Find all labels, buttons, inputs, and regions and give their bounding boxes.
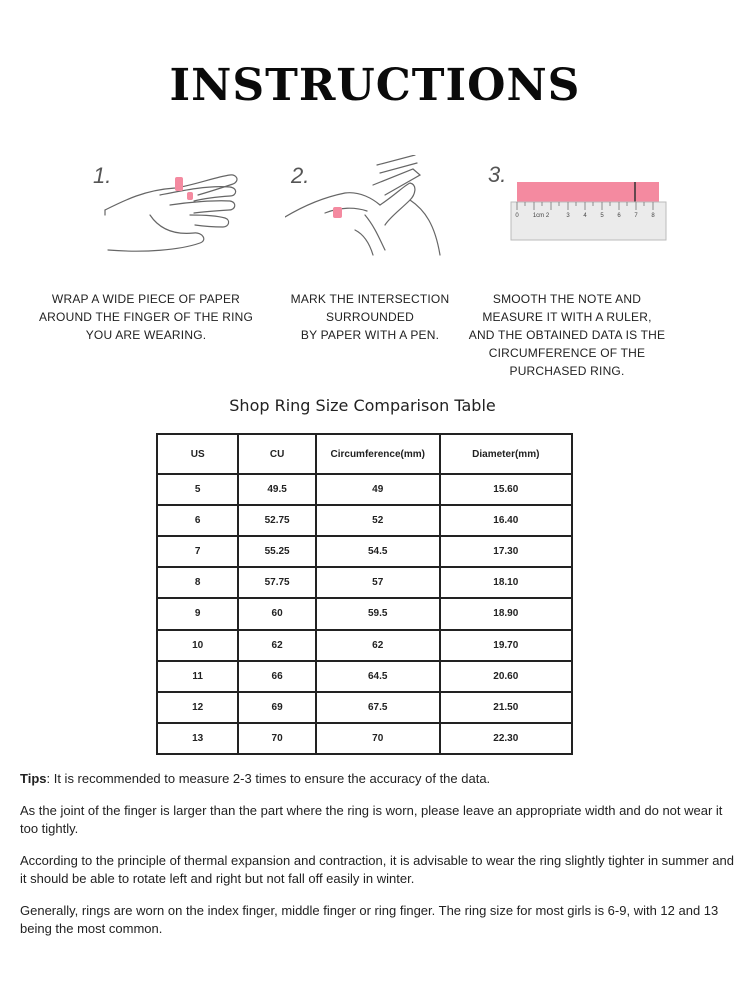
tips-section <box>20 770 735 952</box>
cell-diameter: 20.60 <box>440 661 572 692</box>
step-2-number: 2. <box>291 163 310 188</box>
cell-diameter: 21.50 <box>440 692 572 723</box>
cell-cu: 69 <box>238 692 316 723</box>
cell-diameter: 19.70 <box>440 630 572 661</box>
tip-paragraph-1: As the joint of the finger is larger than the part where the ring is worn, please leave an appropriate width and do not wear it too tightly. <box>20 803 723 836</box>
ruler-label-1: 1cm 2 <box>532 213 550 219</box>
step-2-caption <box>255 290 485 344</box>
ruler-label-6: 7 <box>634 213 638 219</box>
step-1-number: 1. <box>93 163 112 188</box>
cell-circumference: 57 <box>316 567 440 598</box>
table-row <box>157 474 572 505</box>
cell-us: 8 <box>157 567 238 598</box>
cell-cu: 62 <box>238 630 316 661</box>
step-3-caption <box>452 290 682 380</box>
header-diameter: Diameter(mm) <box>440 434 572 474</box>
cell-cu: 52.75 <box>238 505 316 536</box>
cell-diameter: 17.30 <box>440 536 572 567</box>
ruler-label-3: 4 <box>583 213 587 219</box>
header-circumference: Circumference(mm) <box>316 434 440 474</box>
cell-cu: 70 <box>238 723 316 754</box>
step-3-line-3: AND THE OBTAINED DATA IS THE <box>468 328 666 342</box>
hand-wrap-paper-icon <box>90 155 250 265</box>
tip-first-text: : It is recommended to measure 2-3 times to ensure the accuracy of the data. <box>46 771 491 786</box>
tip-paragraph-2: According to the principle of thermal expansion and contraction, it is advisable to wear the ring slightly tighter in summer and it should be able to rotate left and right but not fall off easily in winter. <box>20 853 734 886</box>
ruler-label-0: 0 <box>515 213 519 219</box>
table-body <box>157 474 572 754</box>
cell-circumference: 54.5 <box>316 536 440 567</box>
cell-us: 6 <box>157 505 238 536</box>
step-1-caption <box>31 290 261 344</box>
cell-circumference: 67.5 <box>316 692 440 723</box>
cell-us: 5 <box>157 474 238 505</box>
page-title: INSTRUCTIONS <box>169 60 581 111</box>
cell-circumference: 52 <box>316 505 440 536</box>
cell-us: 7 <box>157 536 238 567</box>
cell-us: 10 <box>157 630 238 661</box>
step-1-line-1: WRAP A WIDE PIECE OF PAPER <box>51 292 241 306</box>
cell-circumference: 64.5 <box>316 661 440 692</box>
step-1-line-2: AROUND THE FINGER OF THE RING <box>38 310 254 324</box>
step-3-line-4: CIRCUMFERENCE OF THE <box>488 346 646 360</box>
ruler-label-7: 8 <box>651 213 655 219</box>
cell-diameter: 15.60 <box>440 474 572 505</box>
cell-cu: 49.5 <box>238 474 316 505</box>
ruler-label-4: 5 <box>600 213 604 219</box>
cell-circumference: 49 <box>316 474 440 505</box>
cell-circumference: 62 <box>316 630 440 661</box>
cell-diameter: 18.10 <box>440 567 572 598</box>
cell-cu: 55.25 <box>238 536 316 567</box>
step-3-line-5: PURCHASED RING. <box>509 364 625 378</box>
step-2-line-2: SURROUNDED <box>325 310 414 324</box>
step-3 <box>485 160 670 250</box>
step-2 <box>285 155 460 265</box>
table-row <box>157 723 572 754</box>
step-3-line-2: MEASURE IT WITH A RULER, <box>482 310 652 324</box>
table-row <box>157 536 572 567</box>
step-2-line-3: BY PAPER WITH A PEN. <box>300 328 440 342</box>
ruler-label-5: 6 <box>617 213 621 219</box>
cell-us: 12 <box>157 692 238 723</box>
cell-cu: 60 <box>238 598 316 629</box>
step-1-line-3: YOU ARE WEARING. <box>85 328 207 342</box>
header-cu: CU <box>238 434 316 474</box>
ruler-label-2: 3 <box>566 213 570 219</box>
step-1 <box>90 155 250 265</box>
table-row <box>157 505 572 536</box>
cell-diameter: 16.40 <box>440 505 572 536</box>
hand-mark-pen-icon <box>285 155 460 265</box>
step-2-line-1: MARK THE INTERSECTION <box>290 292 450 306</box>
table-title: Shop Ring Size Comparison Table <box>229 396 496 415</box>
cell-us: 9 <box>157 598 238 629</box>
header-us: US <box>157 434 238 474</box>
table-row <box>157 630 572 661</box>
table-row <box>157 692 572 723</box>
table-row <box>157 661 572 692</box>
cell-diameter: 22.30 <box>440 723 572 754</box>
cell-circumference: 70 <box>316 723 440 754</box>
tip-first <box>20 770 735 788</box>
table-header-row <box>157 434 572 474</box>
tips-label: Tips <box>20 771 47 786</box>
cell-cu: 66 <box>238 661 316 692</box>
table-row <box>157 598 572 629</box>
table-row <box>157 567 572 598</box>
cell-us: 13 <box>157 723 238 754</box>
step-3-number: 3. <box>488 162 507 187</box>
tip-paragraph-3: Generally, rings are worn on the index finger, middle finger or ring finger. The ring size for most girls is 6-9, with 12 and 13 being the most common. <box>20 903 719 936</box>
step-3-line-1: SMOOTH THE NOTE AND <box>492 292 642 306</box>
ring-size-table <box>156 433 573 755</box>
ruler-measure-icon <box>485 160 670 250</box>
cell-cu: 57.75 <box>238 567 316 598</box>
cell-circumference: 59.5 <box>316 598 440 629</box>
cell-us: 11 <box>157 661 238 692</box>
cell-diameter: 18.90 <box>440 598 572 629</box>
